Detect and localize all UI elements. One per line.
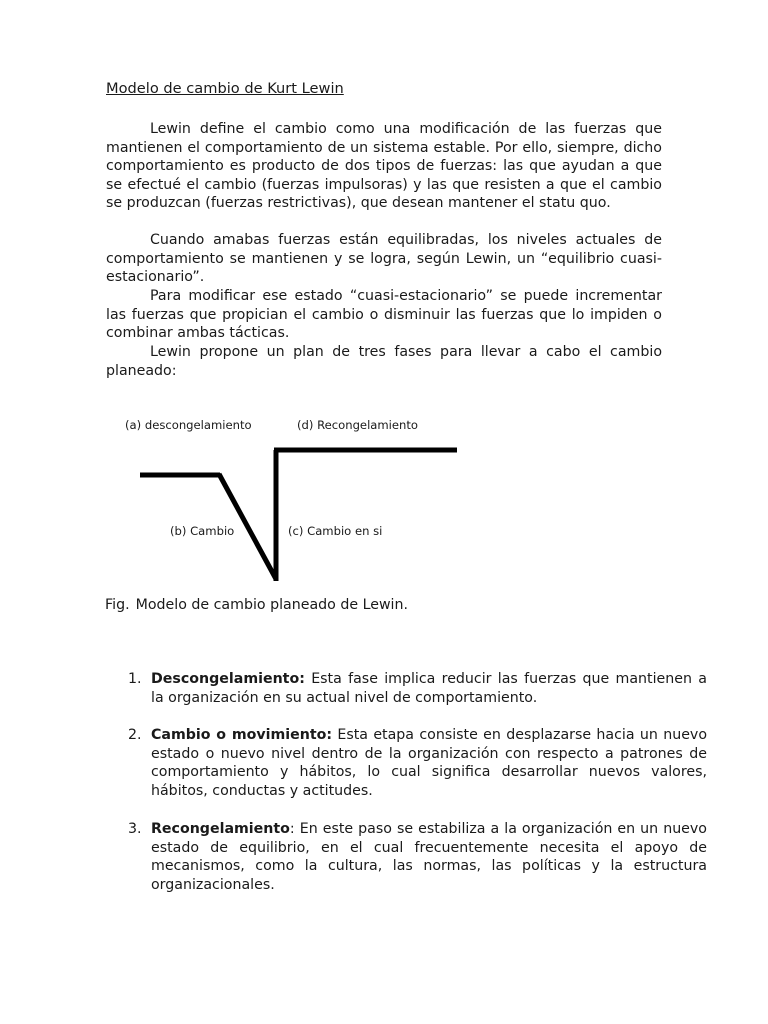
list-item-text: : En este paso se estabiliza a la organización en un nuevo estado de equilibrio, en el cual frecuentemente necesita el apoyo de mecanismos, como la cultura, las normas, las políticas y la estructura organizacionales. <box>151 821 707 893</box>
paragraph-three-phases: Lewin propone un plan de tres fases para llevar a cabo el cambio planeado: <box>106 344 662 379</box>
figure-caption <box>105 596 408 615</box>
paragraph-modify-state: Para modificar ese estado “cuasi-estacionario” se puede incrementar las fuerzas que propician el cambio o disminuir las fuerzas que lo impiden o combinar ambas tácticas. <box>106 288 662 342</box>
list-item-number: 3. <box>128 821 142 837</box>
list-item <box>106 820 707 894</box>
diagram-label-change: (b) Cambio <box>170 524 235 538</box>
figure-caption-prefix: Fig. <box>105 597 130 613</box>
list-item-text: Esta fase implica reducir las fuerzas que mantienen a la organización en su actual nivel de comportamiento. <box>151 671 707 706</box>
diagram-label-change-itself: (c) Cambio en si <box>288 524 383 538</box>
diagram-label-refreezing: (d) Recongelamiento <box>297 418 419 432</box>
list-item-term: Recongelamiento <box>151 821 290 837</box>
list-item-term: Descongelamiento: <box>151 671 305 687</box>
paragraph-definition: Lewin define el cambio como una modificación de las fuerzas que mantienen el comportamiento de un sistema estable. Por ello, siempre, dicho comportamiento es producto de dos tipos de fuerzas: las que ayudan a que se efectué el cambio (fuerzas impulsoras) y las que resisten a que el cambio se produzcan (fuerzas restrictivas), que desean mantener el statu quo. <box>106 121 662 212</box>
list-item-number: 1. <box>128 671 142 687</box>
figure-caption-text: Modelo de cambio planeado de Lewin. <box>135 597 409 613</box>
list-item-text: Esta etapa consiste en desplazarse hacia un nuevo estado o nuevo nivel dentro de la organización con respecto a patrones de comportamiento y hábitos, lo cual significa desarrollar nuevos valores, hábitos, conductas y actitudes. <box>151 727 707 799</box>
document-title: Modelo de cambio de Kurt Lewin <box>106 80 344 97</box>
list-item-term: Cambio o movimiento: <box>151 727 333 743</box>
paragraph-equilibrium: Cuando amabas fuerzas están equilibradas, los niveles actuales de comportamiento se mantienen y se logra, según Lewin, un “equilibrio cuasi-estacionario”. <box>106 232 662 286</box>
diagram-label-unfreezing: (a) descongelamiento <box>125 418 252 432</box>
list-item <box>106 670 707 707</box>
list-item <box>106 726 707 800</box>
list-item-number: 2. <box>128 727 142 743</box>
